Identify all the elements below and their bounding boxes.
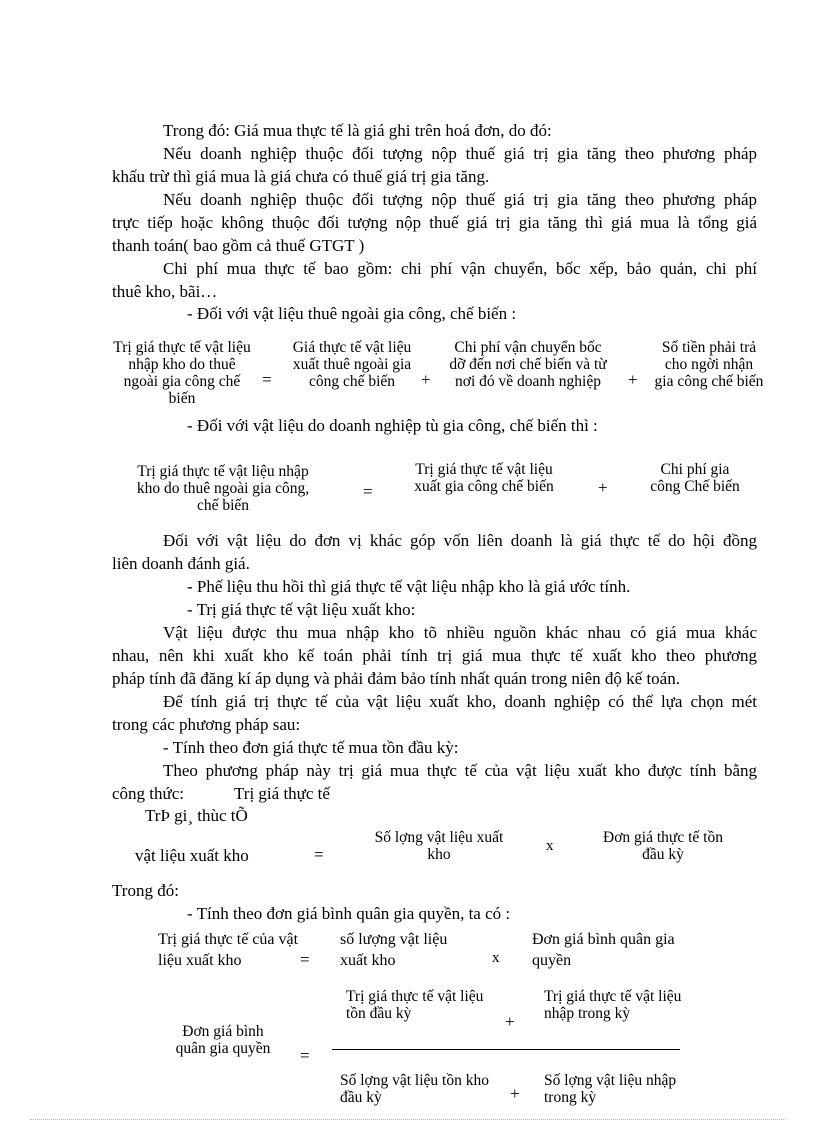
formula-term: Chi phí gia công Chế biến [650,461,740,495]
paragraph-line: Đối với vật liệu do đơn vị khác góp vốn liên doanh là giá thực tế do hội đồng [163,531,757,550]
equals-sign: = [262,370,272,389]
paragraph-where: Trong đó: [112,881,179,900]
paragraph-line: trong các phương pháp sau: [112,715,301,734]
plus-sign: + [510,1084,520,1103]
paragraph-line: khấu trừ thì giá mua là giá chưa có thuế giá trị gia tăng. [112,167,490,186]
formula-lhs-top: Trị giá thực tế [234,784,330,803]
equals-sign: = [300,1046,310,1065]
formula-lhs: Trị giá thực tế của vật liệu xuất kho [158,931,299,969]
equals-sign: = [363,482,373,501]
paragraph-line: thuê kho, bãi… [112,282,218,301]
formula-term: Chi phí vận chuyển bốc dỡ đến nơi chế biến và từ nơi đó về doanh nghiệp [449,339,607,390]
paragraph-line: thanh toán( bao gồm cả thuế GTGT ) [112,236,365,255]
bullet-outsourced: - Đối với vật liệu thuê ngoài gia công, chế biến : [187,304,517,323]
equals-sign: = [300,950,310,969]
formula-term: số lượng vật liệu xuất kho [340,931,448,969]
numerator-term: Trị giá thực tế vật liệu tồn đầu kỳ [346,988,484,1022]
denominator-term: Số lợng vật liệu tồn kho đầu kỳ [340,1072,489,1106]
bullet-issued-value: - Trị giá thực tế vật liệu xuất kho: [187,600,416,619]
plus-sign: + [421,370,431,389]
paragraph-line: Nếu doanh nghiệp thuộc đối tượng nộp thuế giá trị gia tăng theo phương pháp [163,144,757,163]
page-bottom-rule [30,1119,786,1120]
denominator-term: Số lợng vật liệu nhập trong kỳ [544,1072,677,1106]
fraction-bar [332,1049,680,1050]
bullet-scrap: - Phế liệu thu hồi thì giá thực tế vật liệu nhập kho là giá ước tính. [187,577,631,596]
paragraph-intro: Trong đó: Giá mua thực tế là giá ghi trên hoá đơn, do đó: [163,121,552,140]
times-sign: x [492,950,500,966]
paragraph-line: liên doanh đánh giá. [112,554,250,573]
bullet-self-processed: - Đối với vật liệu do doanh nghiệp tù gia công, chế biến thì : [187,416,598,435]
paragraph-line: Chi phí mua thực tế bao gồm: chi phí vận chuyển, bốc xếp, bảo quản, chi phí [163,259,757,278]
formula-lhs: Trị giá thực tế vật liệu nhập kho do thuê ngoài gia công, chế biến [136,463,310,514]
numerator-term: Trị giá thực tế vật liệu nhập trong kỳ [544,988,682,1022]
bullet-weighted-average: - Tính theo đơn giá bình quân gia quyền, ta có : [187,904,511,923]
formula-lhs: Đơn giá bình quân gia quyền [175,1023,271,1057]
plus-sign: + [598,478,608,497]
paragraph-line: Để tính giá trị thực tế của vật liệu xuất kho, doanh nghiệp có thể lựa chọn mét [163,692,757,711]
formula-term: Giá thực tế vật liệu xuất thuê ngoài gia công chế biến [292,339,412,390]
paragraph-line: Vật liệu được thu mua nhập kho tõ nhiều nguồn khác nhau có giá mua khác [163,623,757,642]
paragraph-line: Theo phương pháp này trị giá mua thực tế của vật liệu xuất kho được tính bằng [163,761,757,780]
paragraph-line: pháp tính đã đăng kí áp dụng và phải đảm bảo tính nhất quán trong niên độ kế toán. [112,669,680,688]
formula-term: Số tiền phải trả cho ngời nhận gia công chế biến [654,339,764,390]
paragraph-line: trực tiếp hoặc không thuộc đối tượng nộp thuế giá trị gia tăng thì giá mua là tổng giá [112,213,757,232]
plus-sign: + [505,1012,515,1031]
times-sign: x [546,838,554,854]
formula-term: Số lợng vật liệu xuất kho [374,829,504,863]
paragraph-line: công thức: [112,784,185,803]
equals-sign: = [314,845,324,864]
plus-sign: + [628,370,638,389]
formula-lhs-garbled: TrÞ gi¸ thùc tÕ [145,806,248,825]
formula-term: Trị giá thực tế vật liệu xuất gia công chế biến [414,461,554,495]
paragraph-line: nhau, nên khi xuất kho kế toán phải tính trị giá mua thực tế xuất kho theo phương [112,646,757,665]
formula-lhs: Trị giá thực tế vật liệu nhập kho do thuê ngoài gia công chế biến [113,339,251,407]
formula-term: Đơn giá thực tế tồn đầu kỳ [603,829,723,863]
paragraph-line: Nếu doanh nghiệp thuộc đối tượng nộp thuế giá trị gia tăng theo phương pháp [163,190,757,209]
formula-lhs-bottom: vật liệu xuất kho [135,846,249,865]
formula-term: Đơn giá bình quân gia quyền [532,931,675,969]
bullet-opening-price: - Tính theo đơn giá thực tế mua tồn đầu kỳ: [163,738,459,757]
